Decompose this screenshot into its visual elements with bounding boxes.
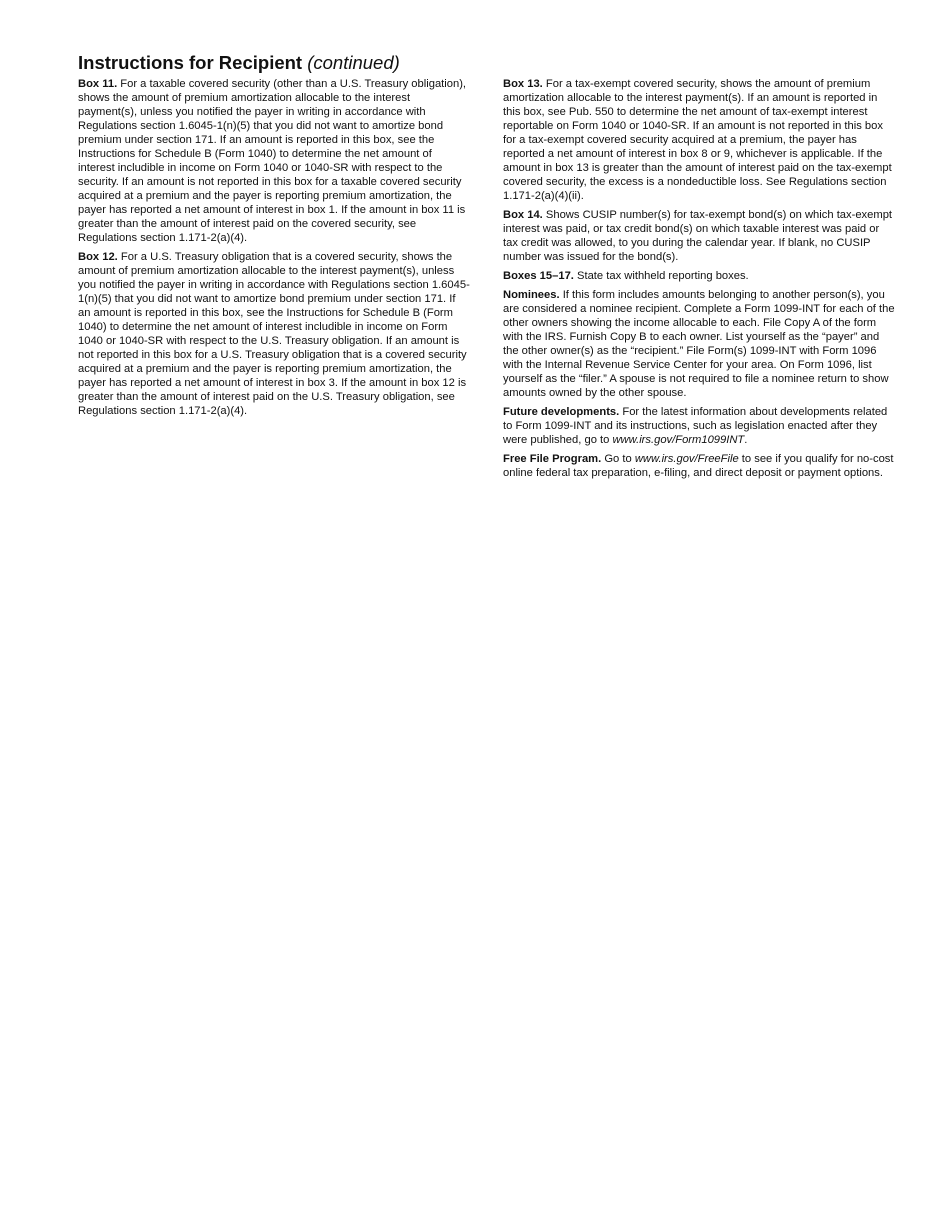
- box-12-label: Box 12.: [78, 251, 118, 263]
- box-14-label: Box 14.: [503, 209, 543, 221]
- nominees-label: Nominees.: [503, 289, 560, 301]
- page-title: [78, 51, 400, 75]
- box-11-label: Box 11.: [78, 78, 118, 90]
- future-developments-paragraph: [503, 405, 895, 447]
- nominees-paragraph: [503, 288, 895, 400]
- box-14-text: Shows CUSIP number(s) for tax-exempt bond(s) on which tax-exempt interest was paid, or tax credit bond(s) on which taxable interest was paid or tax credit was allowed, to you during the calendar year. If blank, no CUSIP number was issued for the bond(s).: [503, 209, 893, 263]
- box-13-label: Box 13.: [503, 78, 543, 90]
- title-continued: (continued): [307, 52, 400, 73]
- free-file-post: to see if you qualify for no-cost online federal tax preparation, e-filing, and direct deposit or payment options.: [503, 453, 894, 479]
- box-12-paragraph: [78, 250, 470, 418]
- boxes-15-17-text: State tax withheld reporting boxes.: [577, 270, 749, 282]
- form1099int-link[interactable]: www.irs.gov/Form1099INT: [612, 434, 745, 446]
- box-13-paragraph: [503, 77, 895, 203]
- boxes-15-17-paragraph: [503, 269, 895, 283]
- right-column: [503, 77, 895, 485]
- nominees-text: If this form includes amounts belonging to another person(s), you are considered a nominee recipient. Complete a Form 1099-INT for each of the other owners showing the income allocable to each. File Copy A of the form with the IRS. Furnish Copy B to each owner. List yourself as the “payer” and the other owner(s) as the “recipient.” File Form(s) 1099-INT with Form 1096 with the Internal Revenue Service Center for your area. On Form 1096, list yourself as the “filer.” A spouse is not required to file a nominee return to show amounts owned by the other spouse.: [503, 289, 895, 399]
- boxes-15-17-label: Boxes 15–17.: [503, 270, 574, 282]
- future-developments-text: For the latest information about developments related to Form 1099-INT and its instructions, such as legislation enacted after they were published, go to: [503, 406, 888, 446]
- left-column: [78, 77, 470, 423]
- box-14-paragraph: [503, 208, 895, 264]
- free-file-pre: Go to: [604, 453, 632, 465]
- freefile-link[interactable]: www.irs.gov/FreeFile: [634, 453, 739, 465]
- free-file-paragraph: [503, 452, 895, 480]
- box-11-paragraph: [78, 77, 470, 245]
- free-file-label: Free File Program.: [503, 453, 602, 465]
- box-13-text: For a tax-exempt covered security, shows the amount of premium amortization allocable to the interest payment(s). If an amount is reported in this box, see Pub. 550 to determine the net amount of tax-exempt interest reportable on Form 1040 or 1040-SR. If an amount is not reported in this box for a tax-exempt covered security acquired at a premium, the payer has reported a net amount of interest in box 8 or 9, whichever is applicable. If the amount in box 13 is greater than the amount of interest paid on the tax-exempt covered security, the excess is a nondeductible loss. See Regulations section 1.171-2(a)(4)(ii).: [503, 78, 892, 202]
- future-developments-label: Future developments.: [503, 406, 620, 418]
- title-main: Instructions for Recipient: [78, 52, 303, 73]
- box-11-text: For a taxable covered security (other than a U.S. Treasury obligation), shows the amount of premium amortization allocable to the interest payment(s), unless you notified the payer in writing in accordance with Regulations section 1.6045-1(n)(5) that you did not want to amortize bond premium under section 171. If an amount is reported in this box, see the Instructions for Schedule B (Form 1040) to determine the net amount of interest includible in income on Form 1040 or 1040-SR with respect to the security. If an amount is not reported in this box for a taxable covered security acquired at a premium and the payer is reporting premium amortization, the payer has reported a net amount of interest in box 1. If the amount in box 11 is greater than the amount of interest paid on the covered security, see Regulations section 1.171-2(a)(4).: [78, 78, 467, 244]
- future-developments-end: .: [744, 434, 748, 446]
- box-12-text: For a U.S. Treasury obligation that is a covered security, shows the amount of premium amortization allocable to the interest payment(s), unless you notified the payer in writing in accordance with Regulations section 1.6045-1(n)(5) that you did not want to amortize bond premium under section 171. If an amount is reported in this box, see the Instructions for Schedule B (Form 1040) to determine the net amount of interest includible in income on Form 1040 or 1040-SR with respect to the U.S. Treasury obligation. If an amount is not reported in this box for a U.S. Treasury obligation that is a covered security acquired at a premium and the payer is reporting premium amortization, the payer has reported a net amount of interest in box 3. If the amount in box 12 is greater than the amount of interest paid on the U.S. Treasury obligation, see Regulations section 1.171-2(a)(4).: [78, 251, 470, 417]
